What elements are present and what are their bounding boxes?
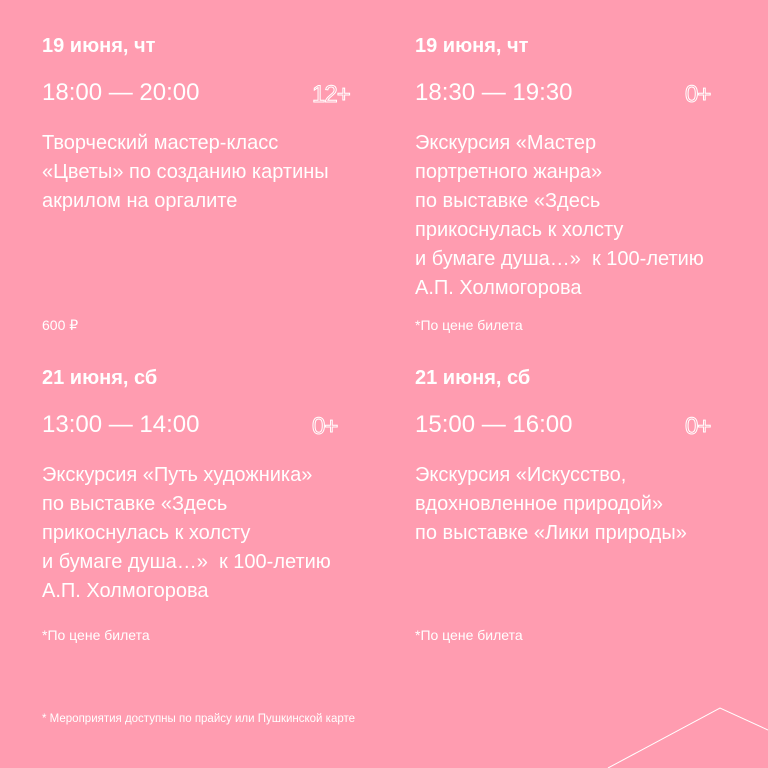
event-time: 13:00 — 14:00 bbox=[42, 411, 200, 438]
description-line: А.П. Холмогорова bbox=[415, 277, 582, 299]
event-description bbox=[415, 129, 704, 303]
decorative-corner-lines bbox=[600, 700, 768, 768]
description-line: прикоснулась к холсту bbox=[42, 522, 251, 544]
age-rating-badge: 0+ bbox=[312, 413, 338, 440]
description-line: по выставке «Здесь bbox=[415, 190, 601, 212]
event-description bbox=[42, 461, 331, 606]
event-time: 18:00 — 20:00 bbox=[42, 79, 200, 106]
age-rating-badge: 0+ bbox=[685, 413, 711, 440]
description-line: Экскурсия «Искусство, bbox=[415, 464, 627, 486]
age-rating-badge: 0+ bbox=[685, 81, 711, 108]
event-price: *По цене билета bbox=[42, 627, 150, 643]
event-price: *По цене билета bbox=[415, 317, 523, 333]
event-time: 15:00 — 16:00 bbox=[415, 411, 573, 438]
description-line: Экскурсия «Мастер bbox=[415, 132, 597, 154]
event-date: 19 июня, чт bbox=[42, 35, 156, 57]
description-line: по выставке «Лики природы» bbox=[415, 522, 687, 544]
description-line: Экскурсия «Путь художника» bbox=[42, 464, 313, 486]
description-line: А.П. Холмогорова bbox=[42, 580, 209, 602]
description-line: вдохновленное природой» bbox=[415, 493, 664, 515]
event-date: 21 июня, сб bbox=[42, 367, 158, 389]
footnote: * Мероприятия доступны по прайсу или Пушкинской карте bbox=[42, 713, 356, 725]
description-line: прикоснулась к холсту bbox=[415, 219, 624, 241]
description-line: портретного жанра» bbox=[415, 161, 603, 183]
event-description bbox=[415, 461, 687, 548]
event-price: *По цене билета bbox=[415, 627, 523, 643]
age-rating-badge: 12+ bbox=[312, 81, 350, 108]
description-line: по выставке «Здесь bbox=[42, 493, 228, 515]
description-line: и бумаге душа…» к 100-летию bbox=[42, 551, 331, 573]
event-date: 19 июня, чт bbox=[415, 35, 529, 57]
description-line: акрилом на оргалите bbox=[42, 190, 238, 212]
description-line: Творческий мастер-класс bbox=[42, 132, 279, 154]
event-date: 21 июня, сб bbox=[415, 367, 531, 389]
event-price: 600 ₽ bbox=[42, 317, 79, 333]
event-time: 18:30 — 19:30 bbox=[415, 79, 573, 106]
description-line: и бумаге душа…» к 100-летию bbox=[415, 248, 704, 270]
description-line: «Цветы» по созданию картины bbox=[42, 161, 329, 183]
event-description bbox=[42, 129, 329, 216]
